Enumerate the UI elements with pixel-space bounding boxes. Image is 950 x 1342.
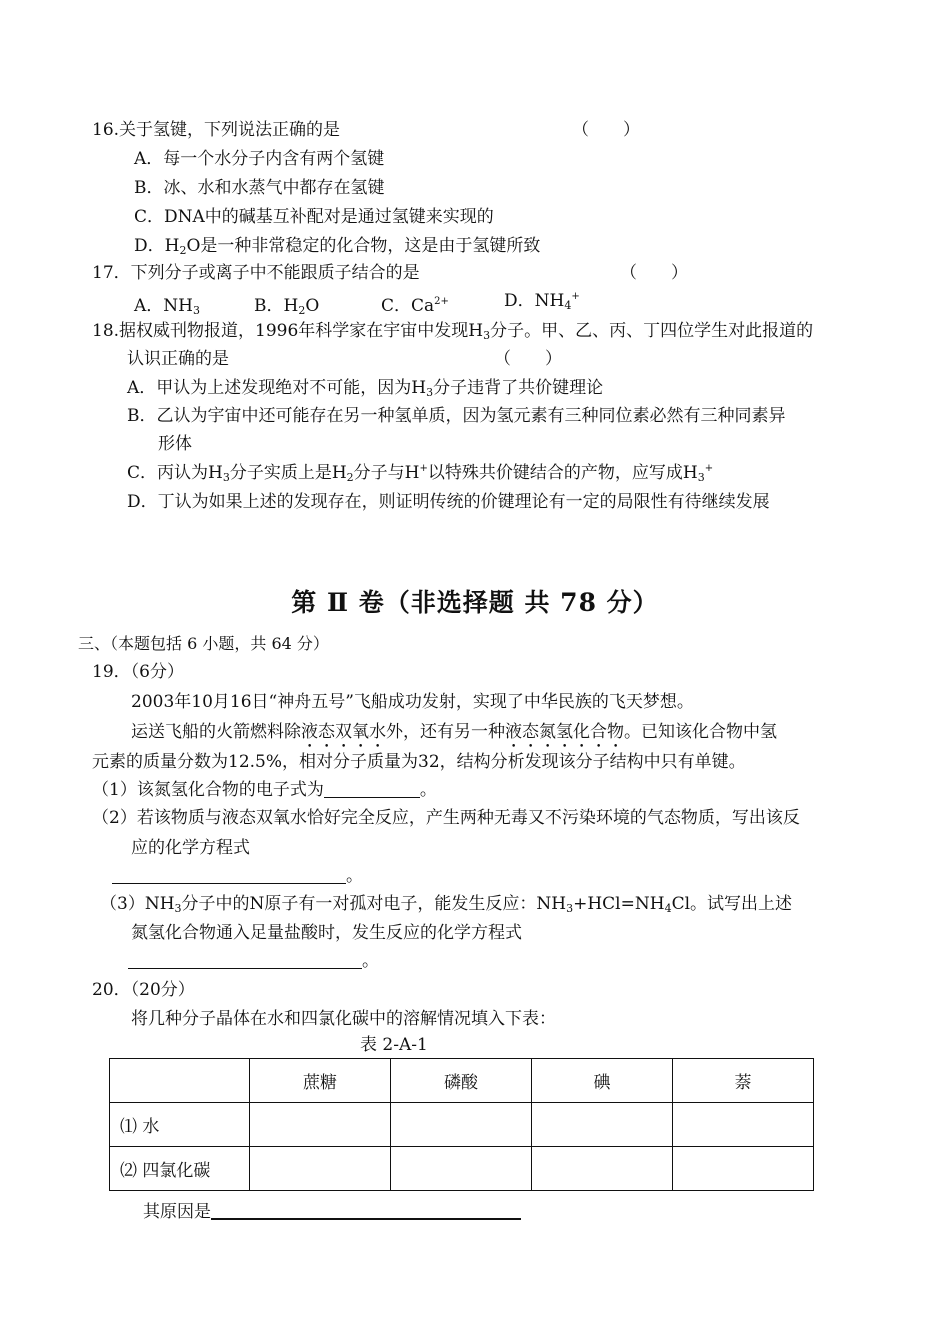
table-header-row <box>110 1059 814 1103</box>
row-label-ccl4: ⑵ 四氯化碳 <box>110 1147 250 1191</box>
q17-stem: 17．下列分子或离子中不能跟质子结合的是 <box>92 263 420 283</box>
q18-stem-line2: 认识正确的是 <box>127 349 229 369</box>
q17-answer-paren: （ ） <box>620 263 688 283</box>
answer-blank[interactable] <box>211 1200 521 1220</box>
q19-paragraph-2: 运送飞船的火箭燃料除液态双氧水外，还有另一种液态氮氢化合物。已知该化合物中氢 <box>131 722 777 742</box>
q16-answer-paren: （ ） <box>572 120 640 140</box>
q18-option-b-line2: 形体 <box>158 434 192 454</box>
answer-cell[interactable] <box>532 1147 673 1191</box>
answer-cell[interactable] <box>673 1147 814 1191</box>
table-header-cell: 萘 <box>673 1059 814 1103</box>
q18-option-b: B．乙认为宇宙中还可能存在另一种氢单质，因为氢元素有三种同位素必然有三种同素异 <box>127 406 786 426</box>
table-header-cell: 蔗糖 <box>250 1059 391 1103</box>
q19-paragraph-1: 2003年10月16日“神舟五号”飞船成功发射，实现了中华民族的飞天梦想。 <box>131 692 694 712</box>
q17-option-d: D．$NH_4^+$ <box>504 291 580 312</box>
q19-paragraph-3: 元素的质量分数为12.5%，相对分子质量为32，结构分析发现该分子结构中只有单键。 <box>92 752 746 772</box>
section-title: 第 Ⅱ 卷（非选择题 共 78 分） <box>291 588 659 617</box>
q16-stem: 16.关于氢键，下列说法正确的是 <box>92 120 341 140</box>
table-header-cell <box>110 1059 250 1103</box>
answer-cell[interactable] <box>391 1147 532 1191</box>
emphasis-nitrogen-hydride: 液态氮氢化合物 <box>505 722 624 742</box>
q16-option-b: B．冰、水和水蒸气中都存在氢键 <box>134 178 385 198</box>
answer-cell[interactable] <box>673 1103 814 1147</box>
q20-number: 20．（20分） <box>92 980 195 1000</box>
table-caption: 表 2-A-1 <box>360 1035 428 1055</box>
q16-option-c: C．DNA中的碱基互补配对是通过氢键来实现的 <box>134 207 494 227</box>
part-three-heading: 三、（本题包括 6 小题，共 64 分） <box>78 634 329 653</box>
q16-option-d: D．$H_2O$是一种非常稳定的化合物，这是由于氢键所致 <box>134 236 541 257</box>
q19-number: 19．（6分） <box>92 662 184 682</box>
answer-cell[interactable] <box>250 1103 391 1147</box>
q19-sub3-line2: 氮氢化合物通入足量盐酸时，发生反应的化学方程式 <box>131 923 522 943</box>
table-row <box>110 1147 814 1191</box>
q16-option-a: A．每一个水分子内含有两个氢键 <box>134 149 385 169</box>
solubility-table <box>109 1058 814 1191</box>
q19-sub3-answer: 。 <box>128 950 379 972</box>
answer-blank[interactable] <box>324 779 420 798</box>
q20-reason: 其原因是 <box>143 1200 521 1223</box>
q17-option-c: C．$Ca^{2+}$ <box>381 296 449 316</box>
table-header-cell: 碘 <box>532 1059 673 1103</box>
q18-answer-paren: （ ） <box>494 349 562 369</box>
table-header-cell: 磷酸 <box>391 1059 532 1103</box>
q20-intro: 将几种分子晶体在水和四氯化碳中的溶解情况填入下表： <box>131 1009 556 1029</box>
q18-option-a: A．甲认为上述发现绝对不可能，因为$H_3$分子违背了共价键理论 <box>127 378 604 399</box>
q19-sub3: $(3)NH_3$分子中的N原子有一对孤对电子，能发生反应：$NH_3+HCl=NH_4Cl$。试写出上述 <box>100 894 793 915</box>
q18-stem: 18.据权威刊物报道，1996年科学家在宇宙中发现$H_3$分子。甲、乙、丙、丁四位学生对此报道的 <box>92 321 814 342</box>
answer-cell[interactable] <box>250 1147 391 1191</box>
q17-option-a: A．$NH_3$ <box>134 296 200 317</box>
emphasis-hydrogen-peroxide: 液态双氧水 <box>301 722 386 742</box>
q19-sub2-line2: 应的化学方程式 <box>131 838 250 858</box>
answer-blank[interactable] <box>112 865 346 884</box>
q17-option-b: B．$H_2O$ <box>254 296 320 317</box>
q19-sub1: （1）该氮氢化合物的电子式为 。 <box>92 780 437 800</box>
q18-option-d: D．丁认为如果上述的发现存在，则证明传统的价键理论有一定的局限性有待继续发展 <box>127 492 770 512</box>
q19-sub2-answer: 。 <box>112 865 363 887</box>
q19-sub2: （2）若该物质与液态双氧水恰好完全反应，产生两种无毒又不污染环境的气态物质，写出该反 <box>92 808 800 828</box>
q18-option-c: C．丙认为$H_3$分子实质上是$H_2$分子与H+以特殊共价键结合的产物，应写成$H_3^+$ <box>127 463 714 484</box>
answer-blank[interactable] <box>128 950 362 969</box>
answer-cell[interactable] <box>391 1103 532 1147</box>
row-label-water: ⑴ 水 <box>110 1103 250 1147</box>
table-row <box>110 1103 814 1147</box>
answer-cell[interactable] <box>532 1103 673 1147</box>
